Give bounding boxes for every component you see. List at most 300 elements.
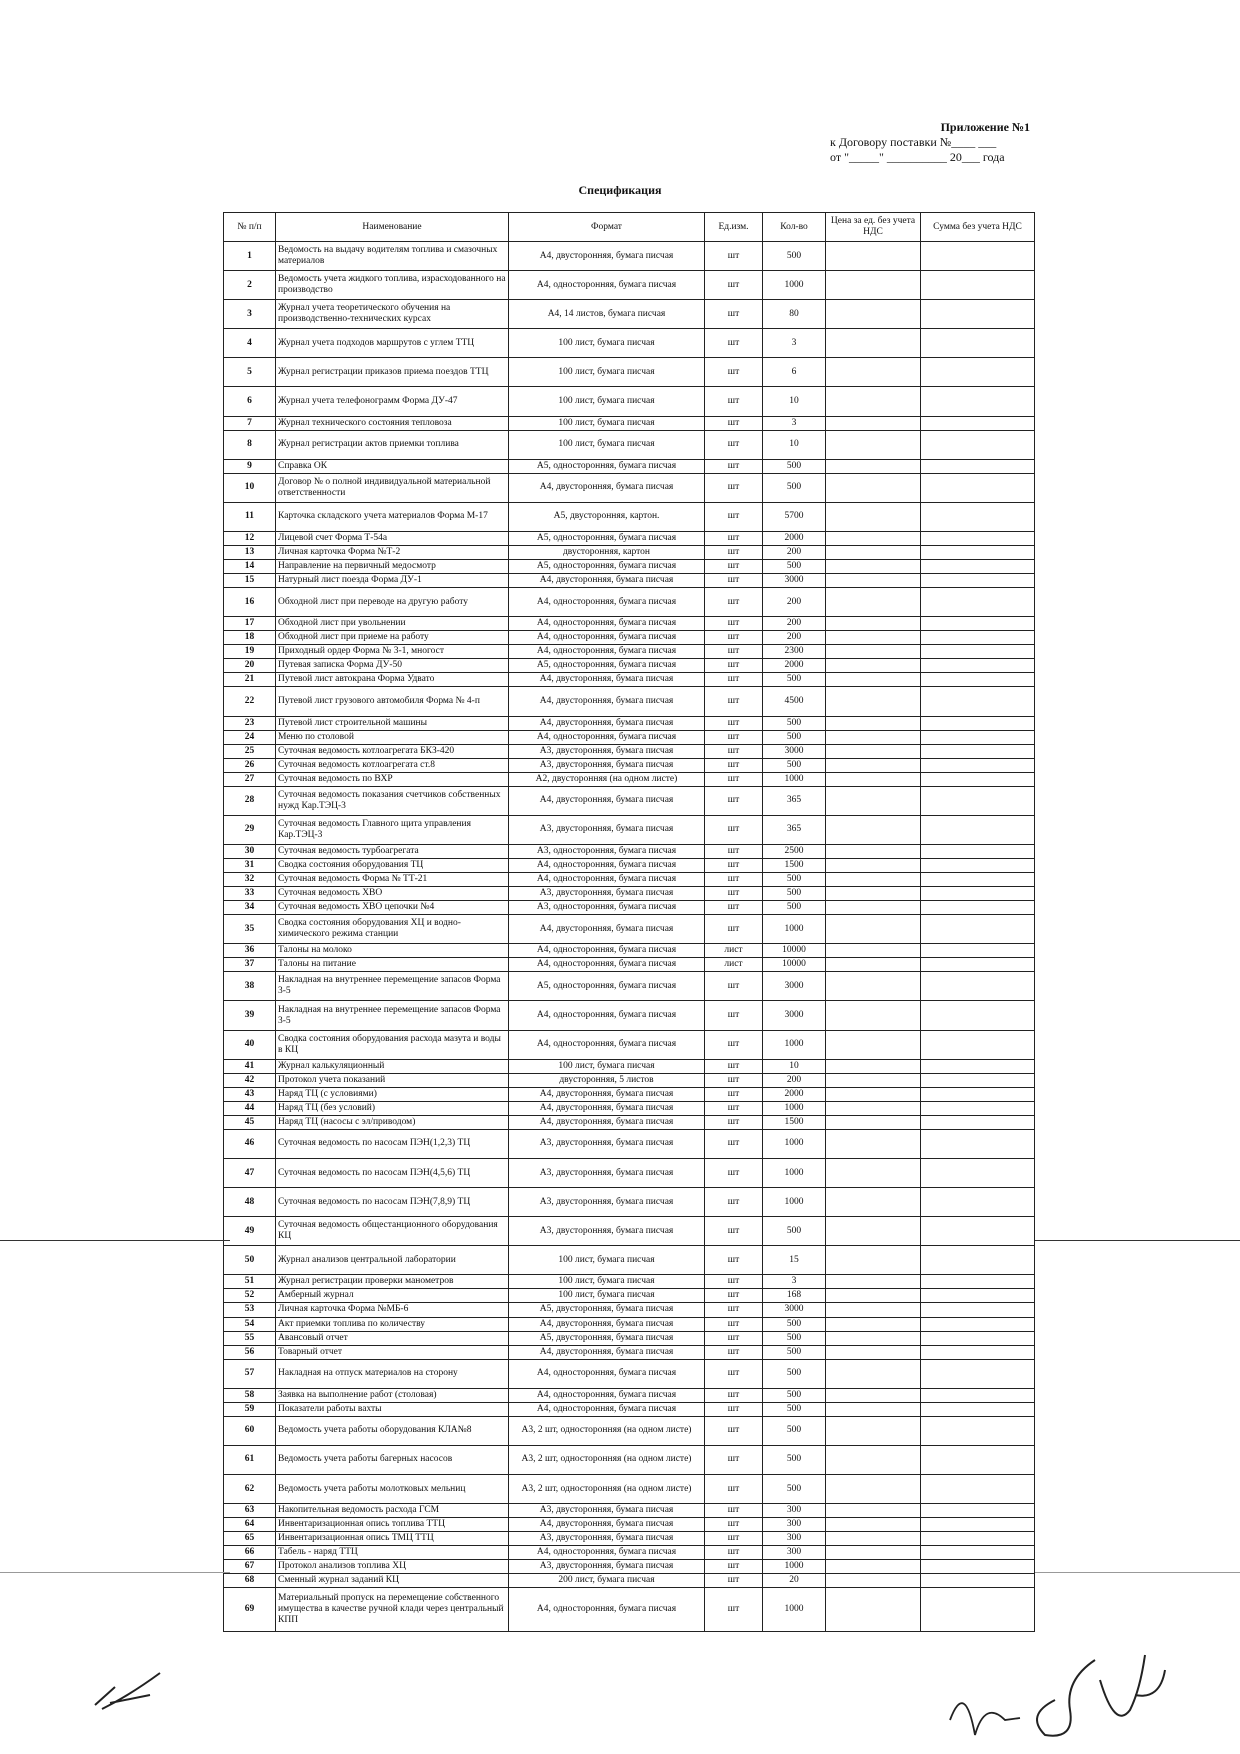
row-unit-price	[826, 271, 921, 300]
row-name: Талоны на молоко	[276, 944, 509, 958]
row-unit: шт	[705, 473, 763, 502]
row-number: 3	[224, 300, 276, 329]
row-name: Наряд ТЦ (с условиями)	[276, 1087, 509, 1101]
row-sum	[921, 502, 1035, 531]
row-sum	[921, 242, 1035, 271]
row-quantity: 365	[763, 786, 826, 815]
table-row	[224, 1129, 1035, 1158]
row-name: Справка ОК	[276, 459, 509, 473]
row-unit-price	[826, 1345, 921, 1359]
row-unit-price	[826, 673, 921, 687]
row-number: 8	[224, 430, 276, 459]
row-unit-price	[826, 1275, 921, 1289]
row-format: А4, двусторонняя, бумага писчая	[509, 786, 705, 815]
table-row	[224, 1101, 1035, 1115]
row-unit-price	[826, 744, 921, 758]
table-row	[224, 1560, 1035, 1574]
row-name: Сводка состояния оборудования расхода мазута и воды в КЦ	[276, 1030, 509, 1059]
table-row	[224, 387, 1035, 416]
row-unit: шт	[705, 1402, 763, 1416]
row-quantity: 3	[763, 416, 826, 430]
row-unit-price	[826, 1560, 921, 1574]
row-quantity: 1000	[763, 1188, 826, 1217]
row-unit: шт	[705, 588, 763, 617]
row-quantity: 500	[763, 901, 826, 915]
scan-line-4	[1035, 1572, 1240, 1573]
row-unit-price	[826, 416, 921, 430]
row-unit-price	[826, 815, 921, 844]
row-quantity: 200	[763, 588, 826, 617]
table-row	[224, 545, 1035, 559]
row-number: 69	[224, 1588, 276, 1631]
table-row	[224, 1030, 1035, 1059]
row-name: Акт приемки топлива по количеству	[276, 1317, 509, 1331]
row-number: 55	[224, 1331, 276, 1345]
row-unit-price	[826, 560, 921, 574]
row-sum	[921, 1115, 1035, 1129]
row-name: Направление на первичный медосмотр	[276, 560, 509, 574]
row-quantity: 300	[763, 1532, 826, 1546]
row-number: 16	[224, 588, 276, 617]
row-name: Натурный лист поезда Форма ДУ-1	[276, 574, 509, 588]
row-format: А4, односторонняя, бумага писчая	[509, 873, 705, 887]
row-number: 18	[224, 631, 276, 645]
row-unit: шт	[705, 1345, 763, 1359]
row-name: Накладная на отпуск материалов на сторону	[276, 1359, 509, 1388]
row-unit: шт	[705, 730, 763, 744]
row-unit-price	[826, 915, 921, 944]
table-row	[224, 972, 1035, 1001]
row-format: А4, односторонняя, бумага писчая	[509, 588, 705, 617]
row-number: 54	[224, 1317, 276, 1331]
row-format: А4, двусторонняя, бумага писчая	[509, 574, 705, 588]
row-unit: шт	[705, 844, 763, 858]
table-row	[224, 716, 1035, 730]
row-unit-price	[826, 473, 921, 502]
row-name: Обходной лист при переводе на другую работу	[276, 588, 509, 617]
row-unit: шт	[705, 1073, 763, 1087]
table-row	[224, 502, 1035, 531]
row-format: А4, двусторонняя, бумага писчая	[509, 687, 705, 716]
row-format: А3, двусторонняя, бумага писчая	[509, 1159, 705, 1188]
row-name: Журнал регистрации проверки манометров	[276, 1275, 509, 1289]
row-unit: шт	[705, 300, 763, 329]
row-number: 61	[224, 1445, 276, 1474]
row-name: Суточная ведомость по насосам ПЭН(1,2,3) ТЦ	[276, 1129, 509, 1158]
row-unit: шт	[705, 901, 763, 915]
row-unit-price	[826, 1445, 921, 1474]
row-number: 68	[224, 1574, 276, 1588]
row-quantity: 2000	[763, 659, 826, 673]
table-row	[224, 531, 1035, 545]
row-sum	[921, 1073, 1035, 1087]
row-format: А4, двусторонняя, бумага писчая	[509, 1317, 705, 1331]
row-number: 19	[224, 645, 276, 659]
row-name: Заявка на выполнение работ (столовая)	[276, 1388, 509, 1402]
row-name: Суточная ведомость по насосам ПЭН(4,5,6) ТЦ	[276, 1159, 509, 1188]
row-number: 51	[224, 1275, 276, 1289]
signature-right	[945, 1640, 1185, 1750]
signature-left	[90, 1665, 170, 1715]
row-number: 39	[224, 1001, 276, 1030]
row-name: Ведомость учета жидкого топлива, израсходованного на производство	[276, 271, 509, 300]
row-name: Ведомость учета работы молотковых мельниц	[276, 1475, 509, 1504]
row-sum	[921, 1275, 1035, 1289]
row-sum	[921, 730, 1035, 744]
row-format: А3, односторонняя, бумага писчая	[509, 844, 705, 858]
row-number: 38	[224, 972, 276, 1001]
row-unit: шт	[705, 329, 763, 358]
row-name: Сводка состояния оборудования ХЦ и водно-химического режима станции	[276, 915, 509, 944]
row-unit-price	[826, 716, 921, 730]
table-row	[224, 1388, 1035, 1402]
col-header-quantity: Кол-во	[763, 213, 826, 242]
row-unit: шт	[705, 430, 763, 459]
row-name: Журнал регистрации актов приемки топлива	[276, 430, 509, 459]
row-unit: шт	[705, 1289, 763, 1303]
row-name: Ведомость на выдачу водителям топлива и смазочных материалов	[276, 242, 509, 271]
row-format: А5, двусторонняя, бумага писчая	[509, 1331, 705, 1345]
row-sum	[921, 1246, 1035, 1275]
row-unit-price	[826, 758, 921, 772]
scan-line-3	[0, 1572, 230, 1573]
table-row	[224, 1416, 1035, 1445]
row-format: А5, двусторонняя, бумага писчая	[509, 1303, 705, 1317]
row-sum	[921, 1289, 1035, 1303]
row-name: Суточная ведомость ХВО цепочки №4	[276, 901, 509, 915]
row-quantity: 500	[763, 758, 826, 772]
row-number: 27	[224, 772, 276, 786]
table-row	[224, 1001, 1035, 1030]
row-number: 6	[224, 387, 276, 416]
row-format: двусторонняя, картон	[509, 545, 705, 559]
row-quantity: 365	[763, 815, 826, 844]
row-unit-price	[826, 1303, 921, 1317]
row-unit: шт	[705, 1275, 763, 1289]
row-quantity: 20	[763, 1574, 826, 1588]
row-format: А4, односторонняя, бумага писчая	[509, 617, 705, 631]
row-sum	[921, 416, 1035, 430]
scan-line-2	[1035, 1240, 1240, 1241]
row-unit-price	[826, 1546, 921, 1560]
row-unit-price	[826, 958, 921, 972]
row-unit: шт	[705, 687, 763, 716]
row-format: А4, односторонняя, бумага писчая	[509, 958, 705, 972]
row-number: 58	[224, 1388, 276, 1402]
row-sum	[921, 901, 1035, 915]
row-format: А4, односторонняя, бумага писчая	[509, 1588, 705, 1631]
row-quantity: 500	[763, 1475, 826, 1504]
row-unit: шт	[705, 972, 763, 1001]
row-sum	[921, 1445, 1035, 1474]
row-quantity: 500	[763, 1217, 826, 1246]
row-unit-price	[826, 502, 921, 531]
row-unit-price	[826, 844, 921, 858]
row-number: 62	[224, 1475, 276, 1504]
row-name: Лицевой счет Форма Т-54а	[276, 531, 509, 545]
table-row	[224, 844, 1035, 858]
row-unit-price	[826, 1331, 921, 1345]
row-unit: шт	[705, 1546, 763, 1560]
table-row	[224, 560, 1035, 574]
row-quantity: 500	[763, 1345, 826, 1359]
row-sum	[921, 387, 1035, 416]
col-header-format: Формат	[509, 213, 705, 242]
row-unit-price	[826, 1317, 921, 1331]
row-sum	[921, 716, 1035, 730]
row-quantity: 500	[763, 1402, 826, 1416]
row-unit: шт	[705, 716, 763, 730]
row-number: 43	[224, 1087, 276, 1101]
row-name: Суточная ведомость Главного щита управления Кар.ТЭЦ-3	[276, 815, 509, 844]
table-row	[224, 1532, 1035, 1546]
row-name: Личная карточка Форма №МБ-6	[276, 1303, 509, 1317]
row-number: 46	[224, 1129, 276, 1158]
row-format: А4, 14 листов, бумага писчая	[509, 300, 705, 329]
row-unit-price	[826, 1359, 921, 1388]
row-quantity: 3000	[763, 1001, 826, 1030]
row-format: двусторонняя, 5 листов	[509, 1073, 705, 1087]
row-quantity: 10	[763, 1059, 826, 1073]
row-name: Обходной лист при увольнении	[276, 617, 509, 631]
row-quantity: 5700	[763, 502, 826, 531]
row-unit: шт	[705, 1532, 763, 1546]
row-unit: шт	[705, 1416, 763, 1445]
row-name: Суточная ведомость ХВО	[276, 887, 509, 901]
row-unit-price	[826, 545, 921, 559]
row-sum	[921, 673, 1035, 687]
row-number: 28	[224, 786, 276, 815]
row-quantity: 10000	[763, 944, 826, 958]
table-row	[224, 1073, 1035, 1087]
row-quantity: 500	[763, 1317, 826, 1331]
row-unit: шт	[705, 1331, 763, 1345]
row-unit-price	[826, 531, 921, 545]
row-name: Суточная ведомость общестанционного оборудования КЦ	[276, 1217, 509, 1246]
row-format: 100 лист, бумага писчая	[509, 358, 705, 387]
row-quantity: 500	[763, 673, 826, 687]
row-number: 30	[224, 844, 276, 858]
row-name: Ведомость учета работы оборудования КЛА№8	[276, 1416, 509, 1445]
col-header-unit-price: Цена за ед. без учета НДС	[826, 213, 921, 242]
row-number: 56	[224, 1345, 276, 1359]
row-unit-price	[826, 1416, 921, 1445]
table-row	[224, 430, 1035, 459]
col-header-number: № п/п	[224, 213, 276, 242]
table-row	[224, 473, 1035, 502]
row-format: А5, односторонняя, бумага писчая	[509, 459, 705, 473]
row-number: 57	[224, 1359, 276, 1388]
row-number: 66	[224, 1546, 276, 1560]
table-row	[224, 1504, 1035, 1518]
row-name: Суточная ведомость турбоагрегата	[276, 844, 509, 858]
row-format: А3, двусторонняя, бумага писчая	[509, 758, 705, 772]
row-format: А5, двусторонняя, картон.	[509, 502, 705, 531]
row-quantity: 10	[763, 430, 826, 459]
row-number: 32	[224, 873, 276, 887]
row-number: 52	[224, 1289, 276, 1303]
row-name: Сменный журнал заданий КЦ	[276, 1574, 509, 1588]
table-row	[224, 815, 1035, 844]
row-unit: шт	[705, 1030, 763, 1059]
row-unit-price	[826, 873, 921, 887]
row-unit: шт	[705, 1317, 763, 1331]
row-sum	[921, 430, 1035, 459]
table-row	[224, 730, 1035, 744]
row-sum	[921, 329, 1035, 358]
row-quantity: 10000	[763, 958, 826, 972]
row-number: 65	[224, 1532, 276, 1546]
table-row	[224, 1518, 1035, 1532]
row-unit: шт	[705, 545, 763, 559]
table-row	[224, 758, 1035, 772]
row-sum	[921, 972, 1035, 1001]
row-name: Авансовый отчет	[276, 1331, 509, 1345]
row-quantity: 6	[763, 358, 826, 387]
row-sum	[921, 815, 1035, 844]
row-unit: шт	[705, 459, 763, 473]
row-format: А4, односторонняя, бумага писчая	[509, 1030, 705, 1059]
row-sum	[921, 574, 1035, 588]
row-unit-price	[826, 1388, 921, 1402]
row-format: А4, двусторонняя, бумага писчая	[509, 242, 705, 271]
row-format: 100 лист, бумага писчая	[509, 1059, 705, 1073]
row-sum	[921, 545, 1035, 559]
row-name: Путевой лист грузового автомобиля Форма № 4-п	[276, 687, 509, 716]
row-unit-price	[826, 1588, 921, 1631]
row-name: Журнал анализов центральной лаборатории	[276, 1246, 509, 1275]
row-unit: шт	[705, 1588, 763, 1631]
row-number: 14	[224, 560, 276, 574]
row-unit-price	[826, 1087, 921, 1101]
row-unit: шт	[705, 887, 763, 901]
table-row	[224, 1359, 1035, 1388]
row-sum	[921, 1560, 1035, 1574]
table-row	[224, 1574, 1035, 1588]
row-unit: шт	[705, 1574, 763, 1588]
row-name: Карточка складского учета материалов Форма М-17	[276, 502, 509, 531]
table-row	[224, 1159, 1035, 1188]
row-name: Суточная ведомость по насосам ПЭН(7,8,9) ТЦ	[276, 1188, 509, 1217]
row-sum	[921, 944, 1035, 958]
row-unit: шт	[705, 659, 763, 673]
row-format: А4, двусторонняя, бумага писчая	[509, 1115, 705, 1129]
row-sum	[921, 1188, 1035, 1217]
row-number: 4	[224, 329, 276, 358]
row-format: А4, двусторонняя, бумага писчая	[509, 473, 705, 502]
row-unit-price	[826, 387, 921, 416]
table-row	[224, 1188, 1035, 1217]
table-row	[224, 1275, 1035, 1289]
row-number: 41	[224, 1059, 276, 1073]
row-unit: шт	[705, 271, 763, 300]
row-unit-price	[826, 1504, 921, 1518]
row-name: Личная карточка Форма №Т-2	[276, 545, 509, 559]
table-row	[224, 631, 1035, 645]
row-quantity: 500	[763, 1331, 826, 1345]
row-format: А5, односторонняя, бумага писчая	[509, 560, 705, 574]
row-unit: шт	[705, 744, 763, 758]
row-quantity: 15	[763, 1246, 826, 1275]
row-sum	[921, 958, 1035, 972]
table-row	[224, 617, 1035, 631]
row-name: Путевой лист строительной машины	[276, 716, 509, 730]
row-quantity: 500	[763, 887, 826, 901]
row-format: А4, односторонняя, бумага писчая	[509, 271, 705, 300]
row-number: 63	[224, 1504, 276, 1518]
table-row	[224, 958, 1035, 972]
row-unit-price	[826, 730, 921, 744]
row-format: А4, односторонняя, бумага писчая	[509, 1546, 705, 1560]
row-unit: шт	[705, 358, 763, 387]
row-sum	[921, 1416, 1035, 1445]
table-row	[224, 859, 1035, 873]
table-row	[224, 1345, 1035, 1359]
row-format: А3, двусторонняя, бумага писчая	[509, 744, 705, 758]
row-unit: шт	[705, 416, 763, 430]
row-number: 37	[224, 958, 276, 972]
row-quantity: 1000	[763, 271, 826, 300]
document-header	[830, 120, 1030, 165]
row-number: 50	[224, 1246, 276, 1275]
row-unit-price	[826, 1289, 921, 1303]
table-row	[224, 944, 1035, 958]
row-sum	[921, 1388, 1035, 1402]
table-row	[224, 1289, 1035, 1303]
row-number: 45	[224, 1115, 276, 1129]
row-number: 35	[224, 915, 276, 944]
row-unit-price	[826, 631, 921, 645]
row-unit: шт	[705, 560, 763, 574]
table-row	[224, 242, 1035, 271]
row-number: 33	[224, 887, 276, 901]
row-sum	[921, 1101, 1035, 1115]
row-unit-price	[826, 1059, 921, 1073]
row-unit: шт	[705, 617, 763, 631]
row-name: Путевой лист автокрана Форма Удвато	[276, 673, 509, 687]
row-name: Накладная на внутреннее перемещение запасов Форма 3-5	[276, 972, 509, 1001]
row-quantity: 1000	[763, 772, 826, 786]
row-number: 29	[224, 815, 276, 844]
scan-line-1	[0, 1240, 230, 1241]
row-unit: шт	[705, 531, 763, 545]
row-format: А4, односторонняя, бумага писчая	[509, 730, 705, 744]
row-format: А4, двусторонняя, бумага писчая	[509, 1101, 705, 1115]
row-name: Суточная ведомость по ВХР	[276, 772, 509, 786]
row-quantity: 3000	[763, 972, 826, 1001]
table-row	[224, 744, 1035, 758]
row-name: Обходной лист при приеме на работу	[276, 631, 509, 645]
table-row	[224, 1475, 1035, 1504]
row-unit: шт	[705, 1475, 763, 1504]
row-format: А4, двусторонняя, бумага писчая	[509, 915, 705, 944]
table-row	[224, 329, 1035, 358]
table-row	[224, 901, 1035, 915]
row-unit-price	[826, 588, 921, 617]
row-format: 100 лист, бумага писчая	[509, 1289, 705, 1303]
row-format: А4, двусторонняя, бумага писчая	[509, 673, 705, 687]
row-unit-price	[826, 1532, 921, 1546]
row-sum	[921, 271, 1035, 300]
row-unit: лист	[705, 958, 763, 972]
row-format: 100 лист, бумага писчая	[509, 329, 705, 358]
row-quantity: 10	[763, 387, 826, 416]
row-name: Приходный ордер Форма № 3-1, многост	[276, 645, 509, 659]
row-sum	[921, 758, 1035, 772]
table-row	[224, 416, 1035, 430]
row-unit: шт	[705, 1560, 763, 1574]
row-quantity: 200	[763, 631, 826, 645]
